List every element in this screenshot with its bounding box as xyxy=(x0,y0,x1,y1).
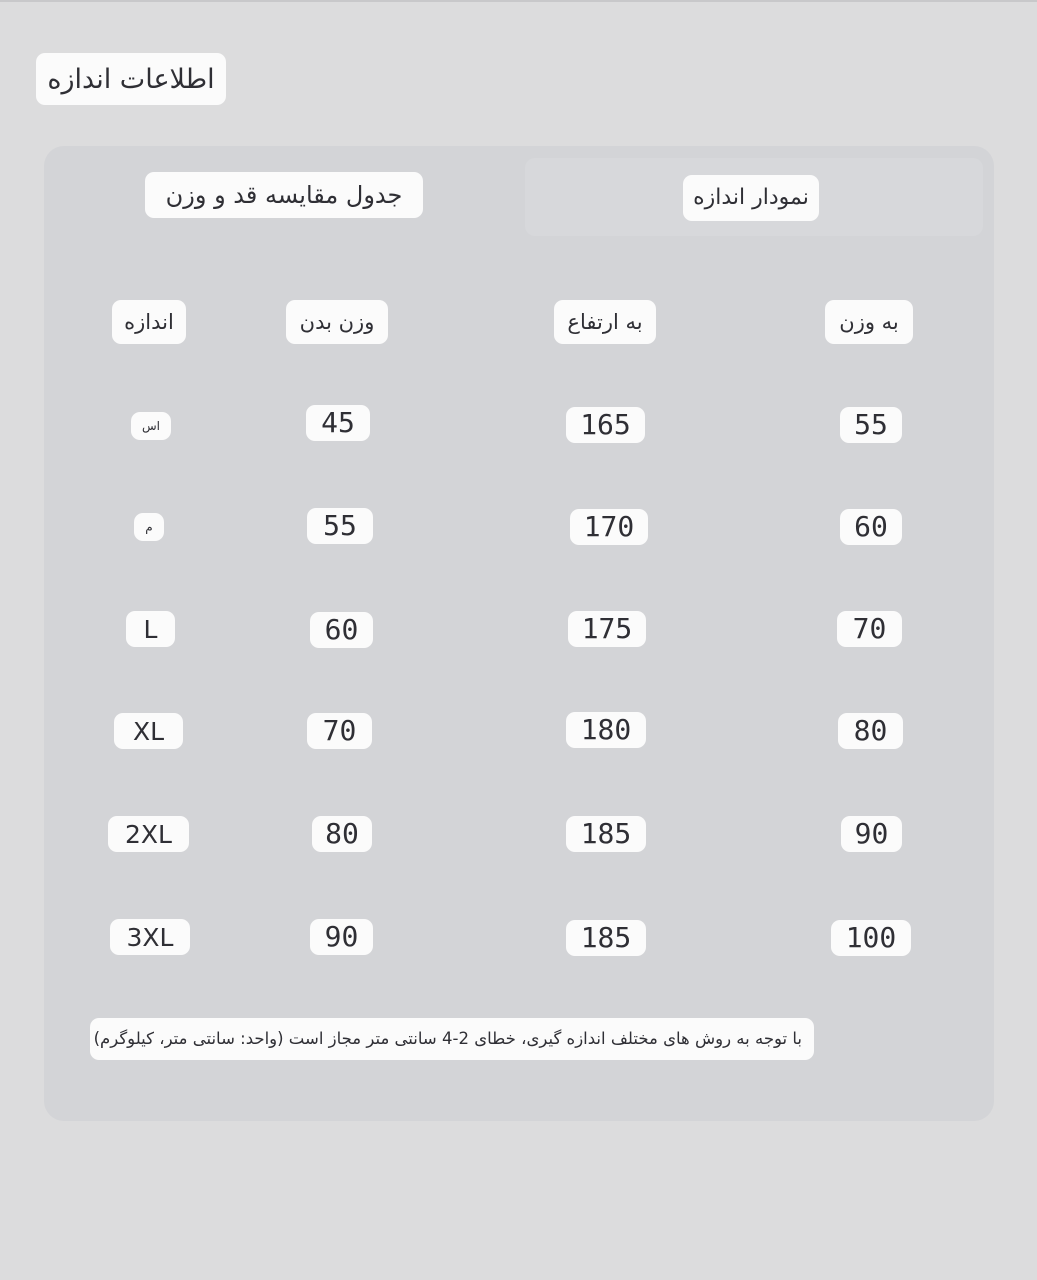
header-body-weight: وزن بدن xyxy=(286,300,388,344)
cell-by-weight: 90 xyxy=(841,816,902,852)
cell-by-height: 165 xyxy=(566,407,645,443)
cell-body-weight: 70 xyxy=(307,713,372,749)
cell-body-weight: 80 xyxy=(312,816,372,852)
cell-size: م xyxy=(134,513,164,541)
cell-by-height: 170 xyxy=(570,509,648,545)
cell-body-weight: 60 xyxy=(310,612,373,648)
cell-by-weight: 70 xyxy=(837,611,902,647)
cell-body-weight: 90 xyxy=(310,919,373,955)
cell-body-weight: 55 xyxy=(307,508,373,544)
cell-size: 3XL xyxy=(110,919,190,955)
top-divider xyxy=(0,0,1037,2)
cell-by-weight: 55 xyxy=(840,407,902,443)
cell-body-weight: 45 xyxy=(306,405,370,441)
measurement-note: با توجه به روش های مختلف اندازه گیری، خطای 2-4 سانتی متر مجاز است (واحد: سانتی متر، کیلوگرم) xyxy=(90,1018,814,1060)
tab-size-chart[interactable]: نمودار اندازه xyxy=(683,175,819,221)
cell-size: XL xyxy=(114,713,183,749)
cell-by-height: 180 xyxy=(566,712,646,748)
cell-size: اس xyxy=(131,412,171,440)
header-by-height: به ارتفاع xyxy=(554,300,656,344)
cell-by-weight: 80 xyxy=(838,713,903,749)
cell-by-height: 175 xyxy=(568,611,646,647)
header-by-weight: به وزن xyxy=(825,300,913,344)
cell-by-height: 185 xyxy=(566,920,646,956)
cell-size: L xyxy=(126,611,175,647)
cell-size: 2XL xyxy=(108,816,189,852)
header-size: اندازه xyxy=(112,300,186,344)
tab-height-weight-table[interactable]: جدول مقایسه قد و وزن xyxy=(145,172,423,218)
cell-by-weight: 60 xyxy=(840,509,902,545)
cell-by-weight: 100 xyxy=(831,920,911,956)
cell-by-height: 185 xyxy=(566,816,646,852)
page-title: اطلاعات اندازه xyxy=(36,53,226,105)
